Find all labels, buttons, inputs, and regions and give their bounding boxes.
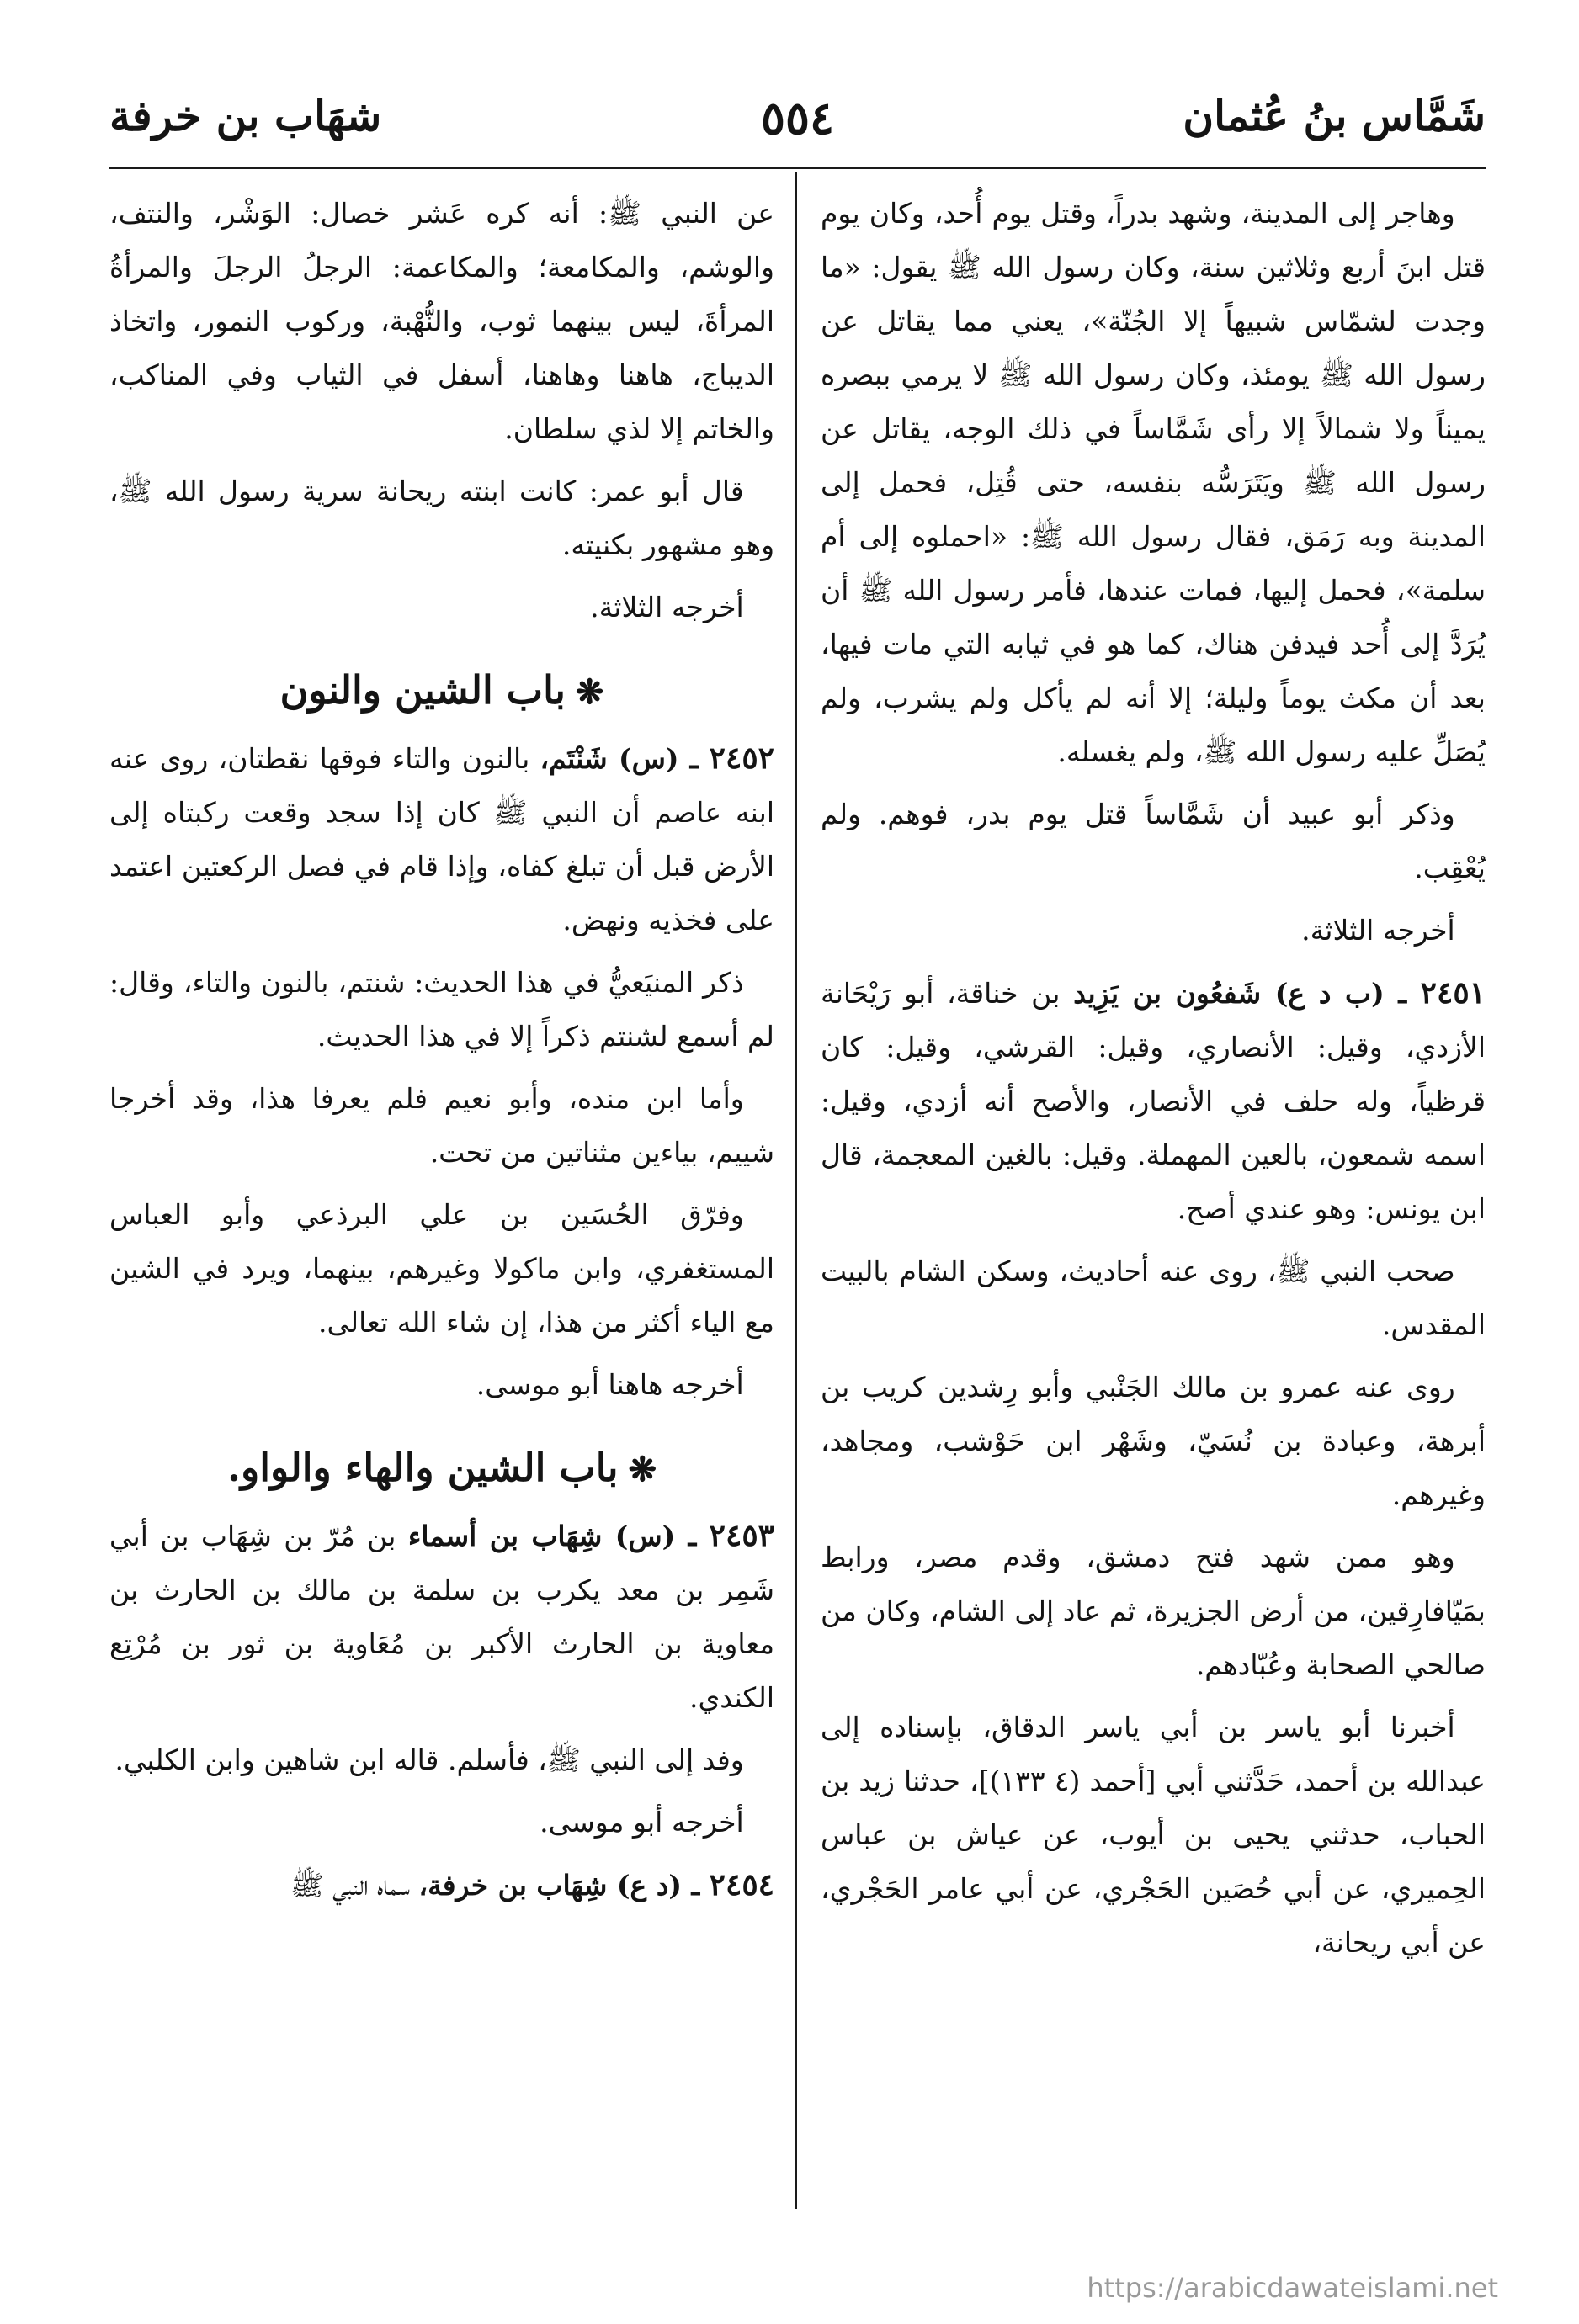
- paragraph: أخبرنا أبو ياسر بن أبي ياسر الدقاق، بإسناده إلى عبدالله بن أحمد، حَدَّثني أبي [أحمد (٤ ١٣٣)]، حدثنا زيد بن الحباب، حدثني يحيى بن أيوب، عن عياش بن عباس الحِميري، عن أبي حُصَين الحَجْري، عن أبي عامر الحَجْري، عن أبي ريحانة،: [821, 1711, 1486, 1959]
- section-heading: [109, 656, 774, 726]
- section-heading: [109, 1434, 774, 1504]
- asterism-icon: ❋: [628, 1450, 657, 1489]
- entry-number: ٢٤٥٣: [709, 1518, 774, 1553]
- running-header: [109, 91, 1486, 158]
- section-heading-text: باب الشين والهاء والواو.: [226, 1445, 619, 1490]
- running-title-right: شَمَّاس بنُ عُثمان: [1183, 91, 1486, 141]
- entry-2453: [109, 1509, 774, 1725]
- watermark-url: https://arabicdawateislami.net: [1087, 2272, 1498, 2304]
- paragraph: أخرجه أبو موسى.: [540, 1806, 744, 1839]
- paragraph: أخرجه الثلاثة.: [1301, 914, 1455, 947]
- entry-headword: ـ (د ع) شِهَاب بن خرفة،: [418, 1869, 710, 1902]
- paragraph: صحب النبي ﷺ، روى عنه أحاديث، وسكن الشام بالبيت المقدس.: [821, 1255, 1486, 1341]
- entry-number: ٢٤٥١: [1420, 975, 1486, 1011]
- paragraph: قال أبو عمر: كانت ابنته ريحانة سرية رسول الله ﷺ، وهو مشهور بكنيته.: [109, 475, 774, 561]
- entry-text: سماه النبي ﷺ: [290, 1869, 419, 1902]
- running-title-left: شهَاب بن خرفة: [109, 91, 382, 141]
- paragraph: وذكر أبو عبيد أن شَمَّاساً قتل يوم بدر، فوهم. ولم يُعْقِب.: [821, 798, 1486, 884]
- paragraph: وهاجر إلى المدينة، وشهد بدراً، وقتل يوم أُحد، وكان يوم قتل ابنَ أربع وثلاثين سنة، وكان رسول الله ﷺ يقول: «ما وجدت لشمّاس شبيهاً إلا الجُنّة»، يعني مما يقاتل عن رسول الله ﷺ يومئذ، وكان رسول الله ﷺ لا يرمي ببصره يميناً ولا شمالاً إلا رأى شَمَّاساً في ذلك الوجه، يقاتل عن رسول الله ﷺ ويَتَرَسُّه بنفسه، حتى قُتِل، فحمل إلى المدينة وبه رَمَق، فقال رسول الله ﷺ: «احملوه إلى أم سلمة»، فحمل إليها، فمات عندها، فأمر رسول الله ﷺ أن يُرَدَّ إلى أُحد فيدفن هناك، كما هو في ثيابه التي مات فيها، بعد أن مكث يوماً وليلة؛ إلا أنه لم يأكل ولم يشرب، ولم يُصَلِّ عليه رسول الله ﷺ، ولم يغسله.: [821, 197, 1486, 768]
- header-rule: [109, 167, 1486, 169]
- paragraph: عن النبي ﷺ: أنه كره عَشر خصال: الوَشْر، والنتف، والوشم، والمكامعة؛ والمكاعمة: الرجلُ الرجلَ والمرأةُ المرأةَ، ليس بينهما ثوب، والنُّهْبة، وركوب النمور، واتخاذ الديباج، هاهنا وهاهنا، أسفل في الثياب وفي المناكب، والخاتم إلا لذي سلطان.: [109, 197, 774, 445]
- entry-headword: ـ (س) شَنْتَم،: [540, 742, 710, 775]
- section-heading-text: باب الشين والنون: [279, 667, 566, 713]
- entry-number: ٢٤٥٤: [709, 1867, 774, 1902]
- asterism-icon: ❋: [575, 672, 604, 712]
- page-number: ٥٥٤: [760, 91, 834, 145]
- entry-headword: ـ (س) شِهَاب بن أسماء: [407, 1520, 710, 1552]
- entry-text: بن خناقة، أبو رَيْحَانة الأزدي، وقيل: الأنصاري، وقيل: القرشي، وقيل: كان قرظياً، وله حلف في الأنصار، والأصح أنه أزدي، وقيل: اسمه شمعون، بالعين المهملة. وقيل: بالغين المعجمة، قال ابن يونس: وهو عندي أصح.: [821, 977, 1486, 1225]
- paragraph: وأما ابن منده، وأبو نعيم فلم يعرفا هذا، وقد أخرجا شييم، بياءين مثناتين من تحت.: [109, 1082, 774, 1169]
- paragraph: وفد إلى النبي ﷺ، فأسلم. قاله ابن شاهين وابن الكلبي.: [114, 1743, 744, 1776]
- entry-2451: [821, 966, 1486, 1236]
- paragraph: روى عنه عمرو بن مالك الجَنْبي وأبو رِشدين كريب بن أبرهة، وعبادة بن نُسَيّ، وشَهْر ابن حَوْشب، ومجاهد، وغيرهم.: [821, 1371, 1486, 1511]
- left-column: [109, 187, 774, 2223]
- paragraph: أخرجه هاهنا أبو موسى.: [476, 1368, 744, 1401]
- entry-number: ٢٤٥٢: [709, 740, 774, 776]
- paragraph: وفرّق الحُسَين بن علي البرذعي وأبو العباس المستغفري، وابن ماكولا وغيرهم، بينهما، ويرد في الشين مع الياء أكثر من هذا، إن شاء الله تعالى.: [109, 1198, 774, 1339]
- entry-2454: [109, 1858, 774, 1913]
- entry-2452: [109, 731, 774, 947]
- entry-headword: ـ (ب د ع) شَفعُون بن يَزِيد: [1073, 977, 1421, 1010]
- right-column: [821, 187, 1486, 2223]
- column-divider: [795, 172, 797, 2209]
- paragraph: وهو ممن شهد فتح دمشق، وقدم مصر، ورابط بمَيّافارِقين، من أرض الجزيرة، ثم عاد إلى الشام، وكان من صالحي الصحابة وعُبّادهم.: [821, 1541, 1486, 1681]
- entry-text: بن مُرّ بن شِهَاب بن أبي شَمِر بن معد يكرب بن سلمة بن مالك بن الحارث بن معاوية بن الحارث الأكبر بن مُعَاوية بن ثور بن مُرْتِع الكندي.: [109, 1520, 774, 1714]
- paragraph: ذكر المنيَعيُّ في هذا الحديث: شنتم، بالنون والتاء، وقال: لم أسمع لشنتم ذكراً إلا في هذا الحديث.: [109, 966, 774, 1053]
- paragraph: أخرجه الثلاثة.: [590, 591, 744, 623]
- entry-text: بالنون والتاء فوقها نقطتان، روى عنه ابنه عاصم أن النبي ﷺ كان إذا سجد وقعت ركبتاه إلى الأرض قبل أن تبلغ كفاه، وإذا قام في فصل الركعتين اعتمد على فخذيه ونهض.: [109, 742, 774, 936]
